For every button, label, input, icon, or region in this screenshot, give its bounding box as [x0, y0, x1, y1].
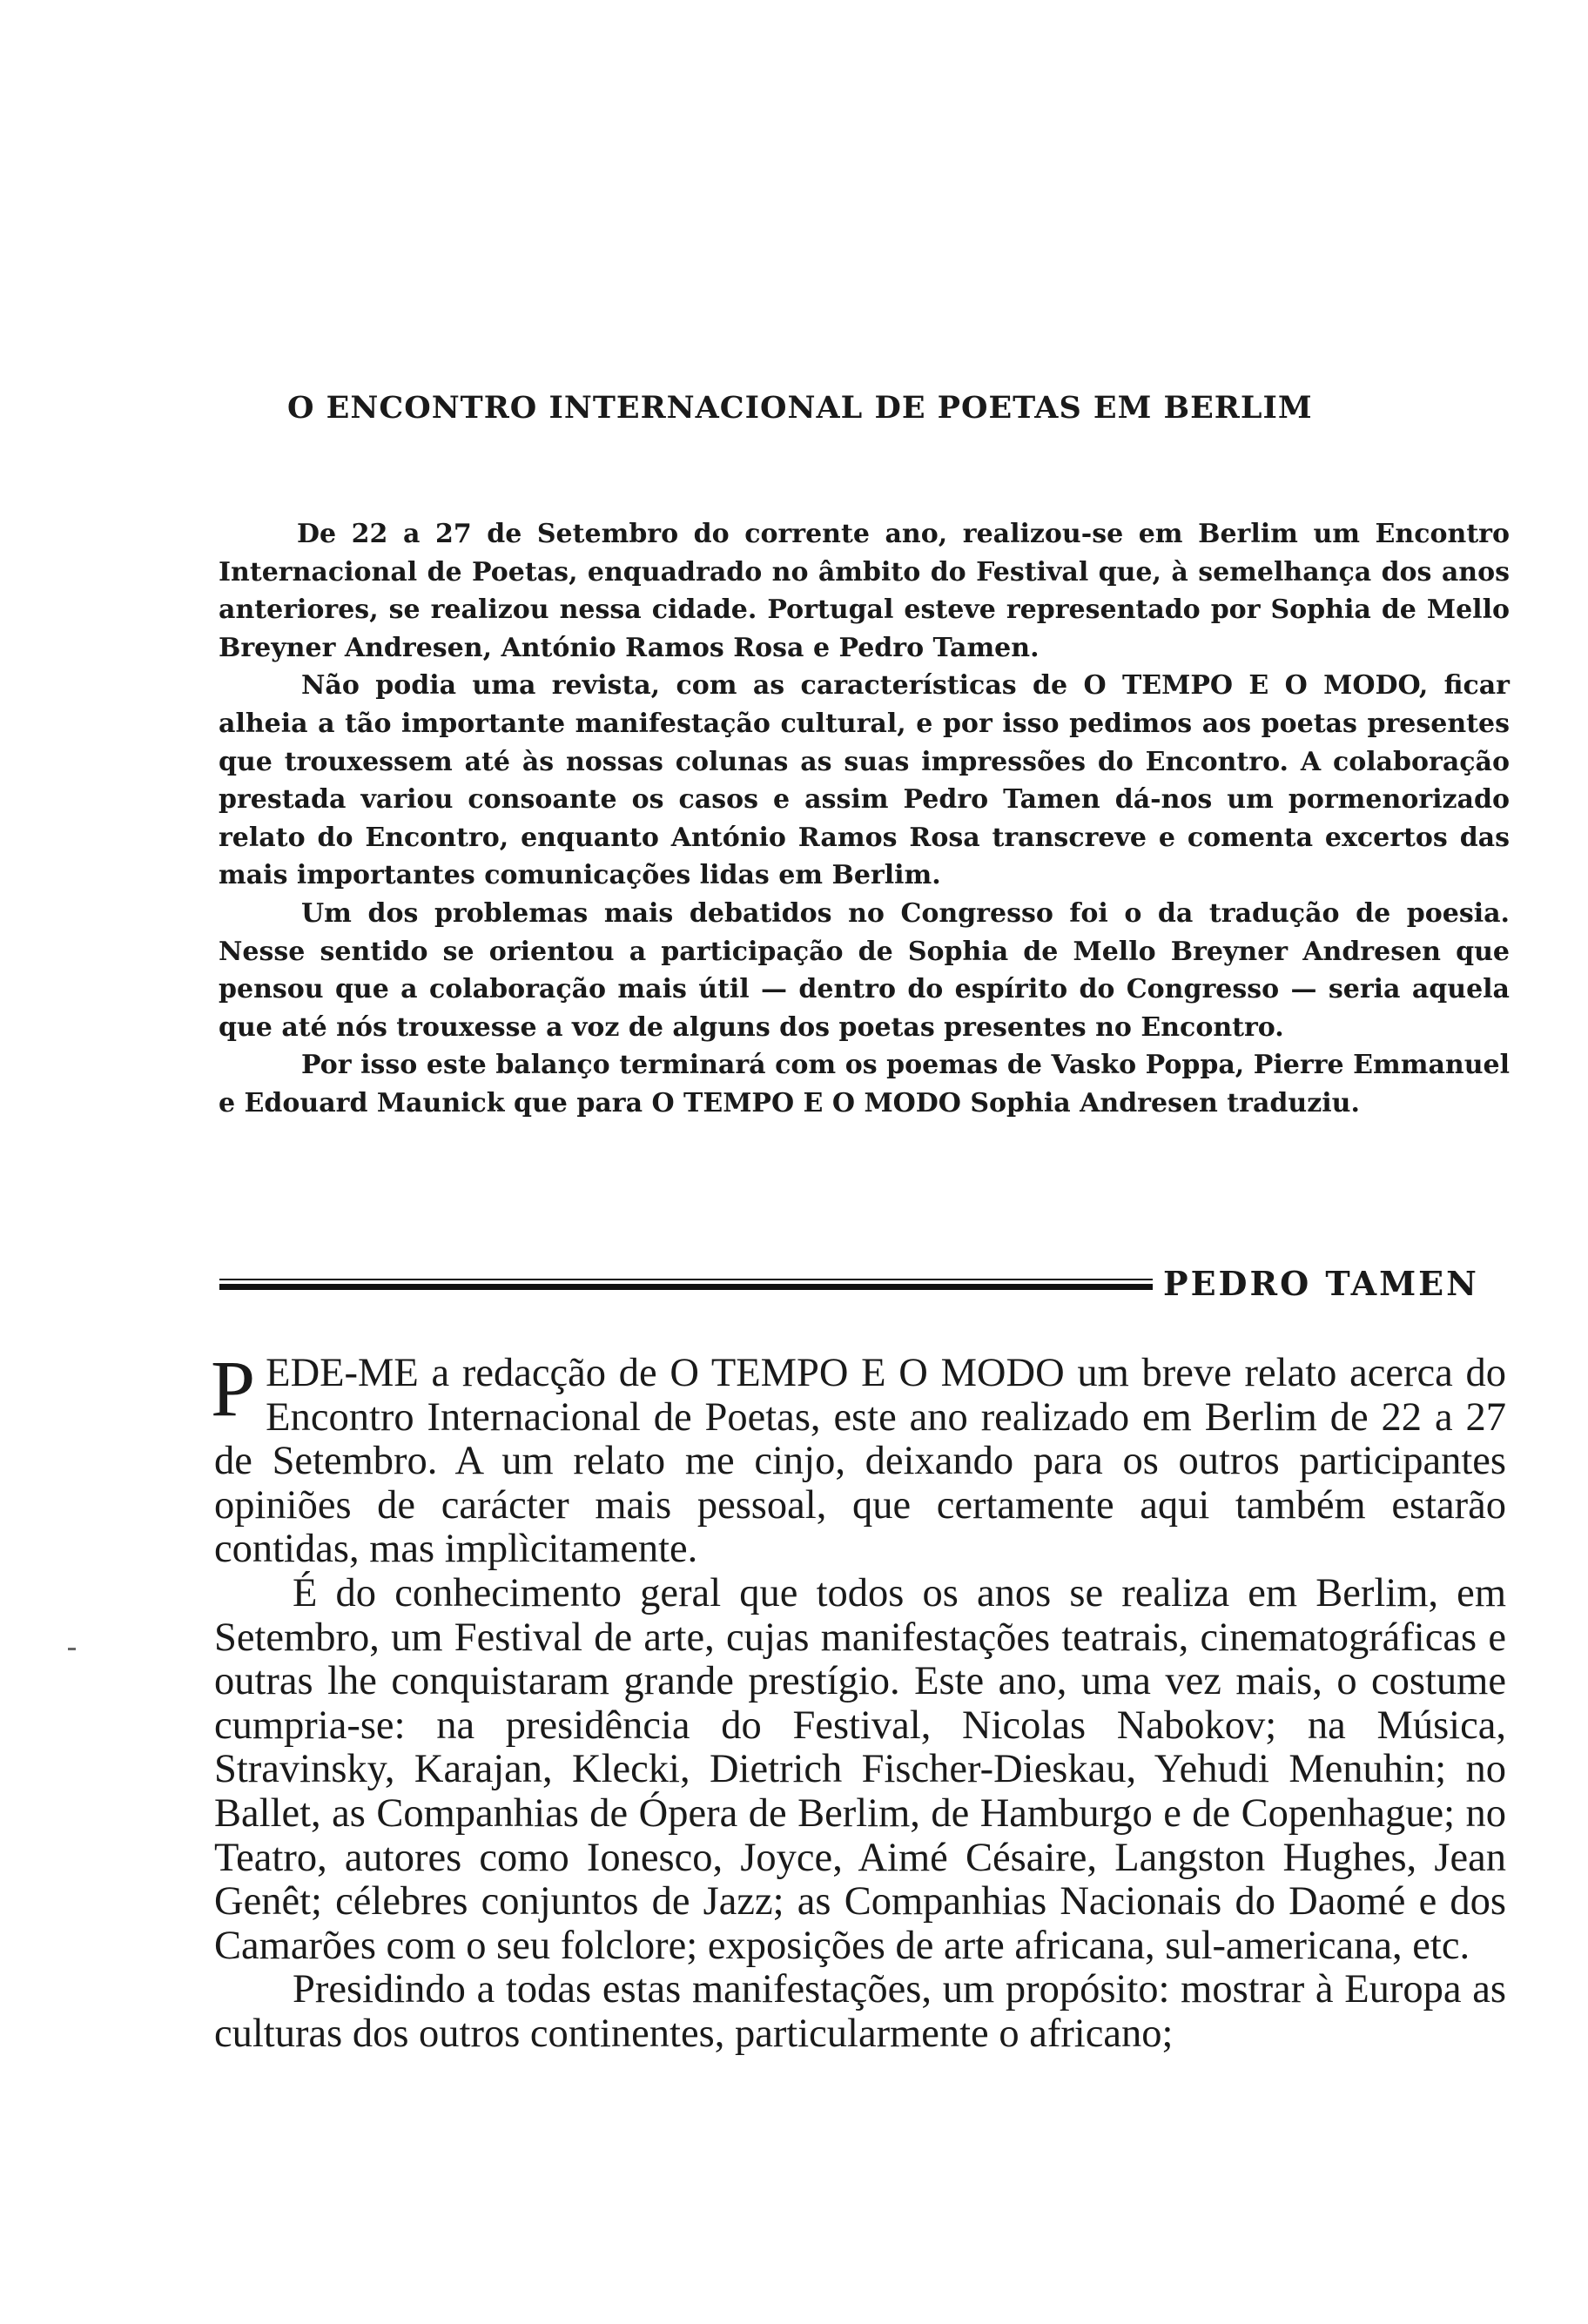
- article-paragraph-3: Presidindo a todas estas manifestações, um propósito: mostrar à Europa as culturas dos outros continentes, particularmente o africano;: [214, 1967, 1506, 2056]
- article-body: [211, 1344, 1506, 2057]
- intro-paragraph-1: De 22 a 27 de Setembro do corrente ano, realizou-se em Berlim um Encontro Internacional de Poetas, enquadrado no âmbito do Festival que, à semelhança dos anos anteriores, se realizou nessa cidade. Portugal esteve representado por Sophia de Mello Breyner Andresen, António Ramos Rosa e Pedro Tamen.: [219, 519, 1510, 663]
- article-paragraph-2: É do conhecimento geral que todos os anos se realiza em Berlim, em Setembro, um Festival de arte, cujas manifestações teatrais, cinematográficas e outras lhe conquistaram grande prestígio. Este ano, uma vez mais, o costume cumpria-se: na presidência do Festival, Nicolas Nabokov; na Música, Stravinsky, Karajan, Klecki, Dietrich Fischer-Dieskau, Yehudi Menuhin; no Ballet, as Companhias de Ópera de Berlim, de Hamburgo e de Copenhague; no Teatro, autores como Ionesco, Joyce, Aimé Césaire, Langston Hughes, Jean Genêt; célebres conjuntos de Jazz; as Companhias Nacionais do Daomé e dos Camarões com o seu folclore; exposições de arte africana, sul-americana, etc.: [214, 1570, 1506, 1968]
- article-paragraph-1: [211, 1344, 1506, 1572]
- drop-cap: P: [211, 1344, 256, 1433]
- article-headline: O ENCONTRO INTERNACIONAL DE POETAS EM BERLIM: [287, 390, 1313, 426]
- article-paragraph-1-text: EDE-ME a redacção de O TEMPO E O MODO um breve relato acerca do Encontro Internacional de Poetas, este ano realizado em Berlim de 22 a 27 de Setembro. A um relato me cinjo, deixando para os outros participantes opiniões de carácter mais pessoal, que certamente aqui também estarão contidas, mas implìcitamente.: [214, 1351, 1506, 1572]
- intro-paragraph-4: Por isso este balanço terminará com os poemas de Vasko Poppa, Pierre Emmanuel e Edouard Maunick que para O TEMPO E O MODO Sophia Andresen traduziu.: [219, 1050, 1510, 1118]
- author-byline: PEDRO TAMEN: [1163, 1264, 1479, 1303]
- section-rule-thick: [219, 1284, 1153, 1290]
- intro-paragraph-2: Não podia uma revista, com as características de O TEMPO E O MODO, ficar alheia a tão importante manifestação cultural, e por isso pedimos aos poetas presentes que trouxessem até às nossas colunas as suas impressões do Encontro. A colaboração prestada variou consoante os casos e assim Pedro Tamen dá-nos um pormenorizado relato do Encontro, enquanto António Ramos Rosa transcreve e comenta excertos das mais importantes comunicações lidas em Berlim.: [219, 670, 1510, 891]
- intro-paragraph-3: Um dos problemas mais debatidos no Congresso foi o da tradução de poesia. Nesse sentido se orientou a participação de Sophia de Mello Breyner Andresen que pensou que a colaboração mais útil — dentro do espírito do Congresso — seria aquela que até nós trouxesse a voz de alguns dos poetas presentes no Encontro.: [219, 897, 1510, 1043]
- editorial-introduction: [219, 515, 1510, 1123]
- margin-mark: [68, 1648, 76, 1650]
- section-rule-thin: [219, 1279, 1153, 1280]
